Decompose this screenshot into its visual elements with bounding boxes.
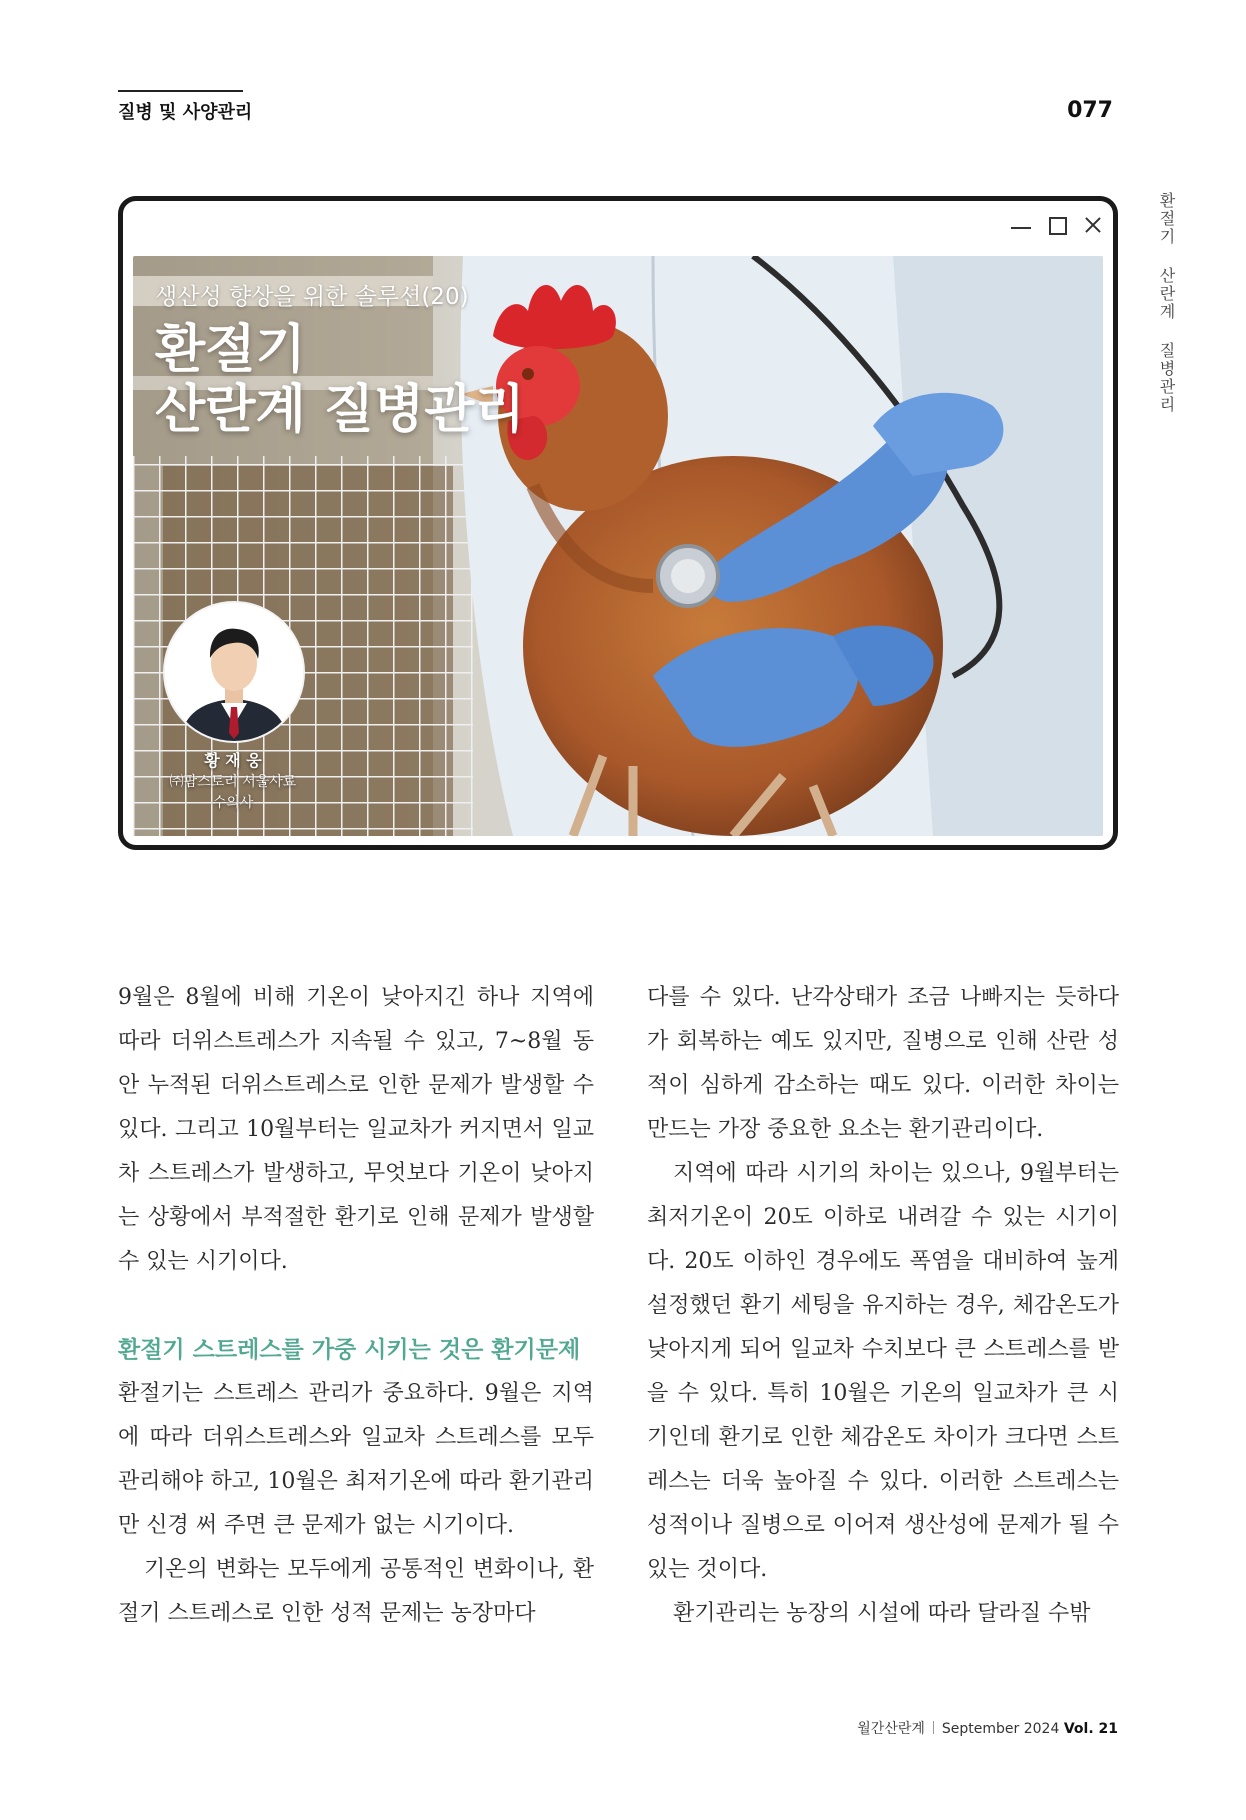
minimize-icon[interactable] <box>1011 215 1031 235</box>
hero-kicker: 생산성 향상을 위한 솔루션(20) <box>155 284 469 310</box>
maximize-icon[interactable] <box>1047 215 1067 235</box>
author-company: ㈜팜스토리 서울사료 <box>169 774 297 790</box>
section-header: 질병 및 사양관리 <box>118 90 243 124</box>
hero-title-line-2: 산란계 질병관리 <box>155 380 525 440</box>
article-paragraph: 기온의 변화는 모두에게 공통적인 변화이나, 환절기 스트레스로 인한 성적 문제는 농장마다 <box>118 1557 594 1626</box>
hero-title-line-1: 환절기 <box>155 320 306 380</box>
author-avatar <box>163 601 305 743</box>
hero-title <box>155 320 525 440</box>
author-info <box>153 750 313 814</box>
article-column-right <box>647 976 1119 1636</box>
page-footer <box>857 1718 1118 1738</box>
footer-divider <box>933 1721 934 1734</box>
article-intro: 9월은 8월에 비해 기온이 낮아지긴 하나 지역에 따라 더위스트레스가 지속될 수 있고, 7~8월 동안 누적된 더위스트레스로 인한 문제가 발생할 수 있다. 그리고 10월부터는 일교차가 커지면서 일교차 스트레스가 발생하고, 무엇보다 기온이 낮아지는 상황에서 부적절한 환기로 인해 문제가 발생할 수 있는 시기이다. <box>118 985 594 1274</box>
article-column-left <box>118 976 594 1636</box>
hero-image <box>133 256 1103 836</box>
article-window <box>118 196 1118 850</box>
side-label: 환절기 산란계 질병관리 <box>1157 192 1176 414</box>
footer-volume: Vol. 21 <box>1063 1721 1118 1737</box>
author-role: 수의사 <box>212 795 254 811</box>
article-paragraph: 지역에 따라 시기의 차이는 있으나, 9월부터는 최저기온이 20도 이하로 내려갈 수 있는 시기이다. 20도 이하인 경우에도 폭염을 대비하여 높게 설정했던 환기 세팅을 유지하는 경우, 체감온도가 낮아지게 되어 일교차 수치보다 큰 스트레스를 받을 수 있다. 특히 10월은 기온의 일교차가 큰 시기인데 환기로 인한 체감온도 차이가 크다면 스트레스는 더욱 높아질 수 있다. 이러한 스트레스는 성적이나 질병으로 이어져 생산성에 문제가 될 수 있는 것이다. <box>647 1161 1119 1582</box>
footer-issue: September 2024 <box>941 1721 1060 1737</box>
page-number: 077 <box>1067 98 1113 123</box>
article-paragraph: 다를 수 있다. 난각상태가 조금 나빠지는 듯하다가 회복하는 예도 있지만, 질병으로 인해 산란 성적이 심하게 감소하는 때도 있다. 이러한 차이는 만드는 가장 중요한 요소는 환기관리이다. <box>647 985 1119 1142</box>
author-name: 황 재 웅 <box>204 751 262 770</box>
article-paragraph: 환절기는 스트레스 관리가 중요하다. 9월은 지역에 따라 더위스트레스와 일교차 스트레스를 모두 관리해야 하고, 10월은 최저기온에 따라 환기관리만 신경 써 주면 큰 문제가 없는 시기이다. <box>118 1381 594 1538</box>
article-paragraph: 환기관리는 농장의 시설에 따라 달라질 수밖 <box>673 1601 1091 1626</box>
footer-magazine: 월간산란계 <box>857 1721 925 1737</box>
article-subheading: 환절기 스트레스를 가중 시키는 것은 환기문제 <box>118 1337 581 1363</box>
window-controls <box>1011 215 1103 235</box>
close-icon[interactable] <box>1083 215 1103 235</box>
